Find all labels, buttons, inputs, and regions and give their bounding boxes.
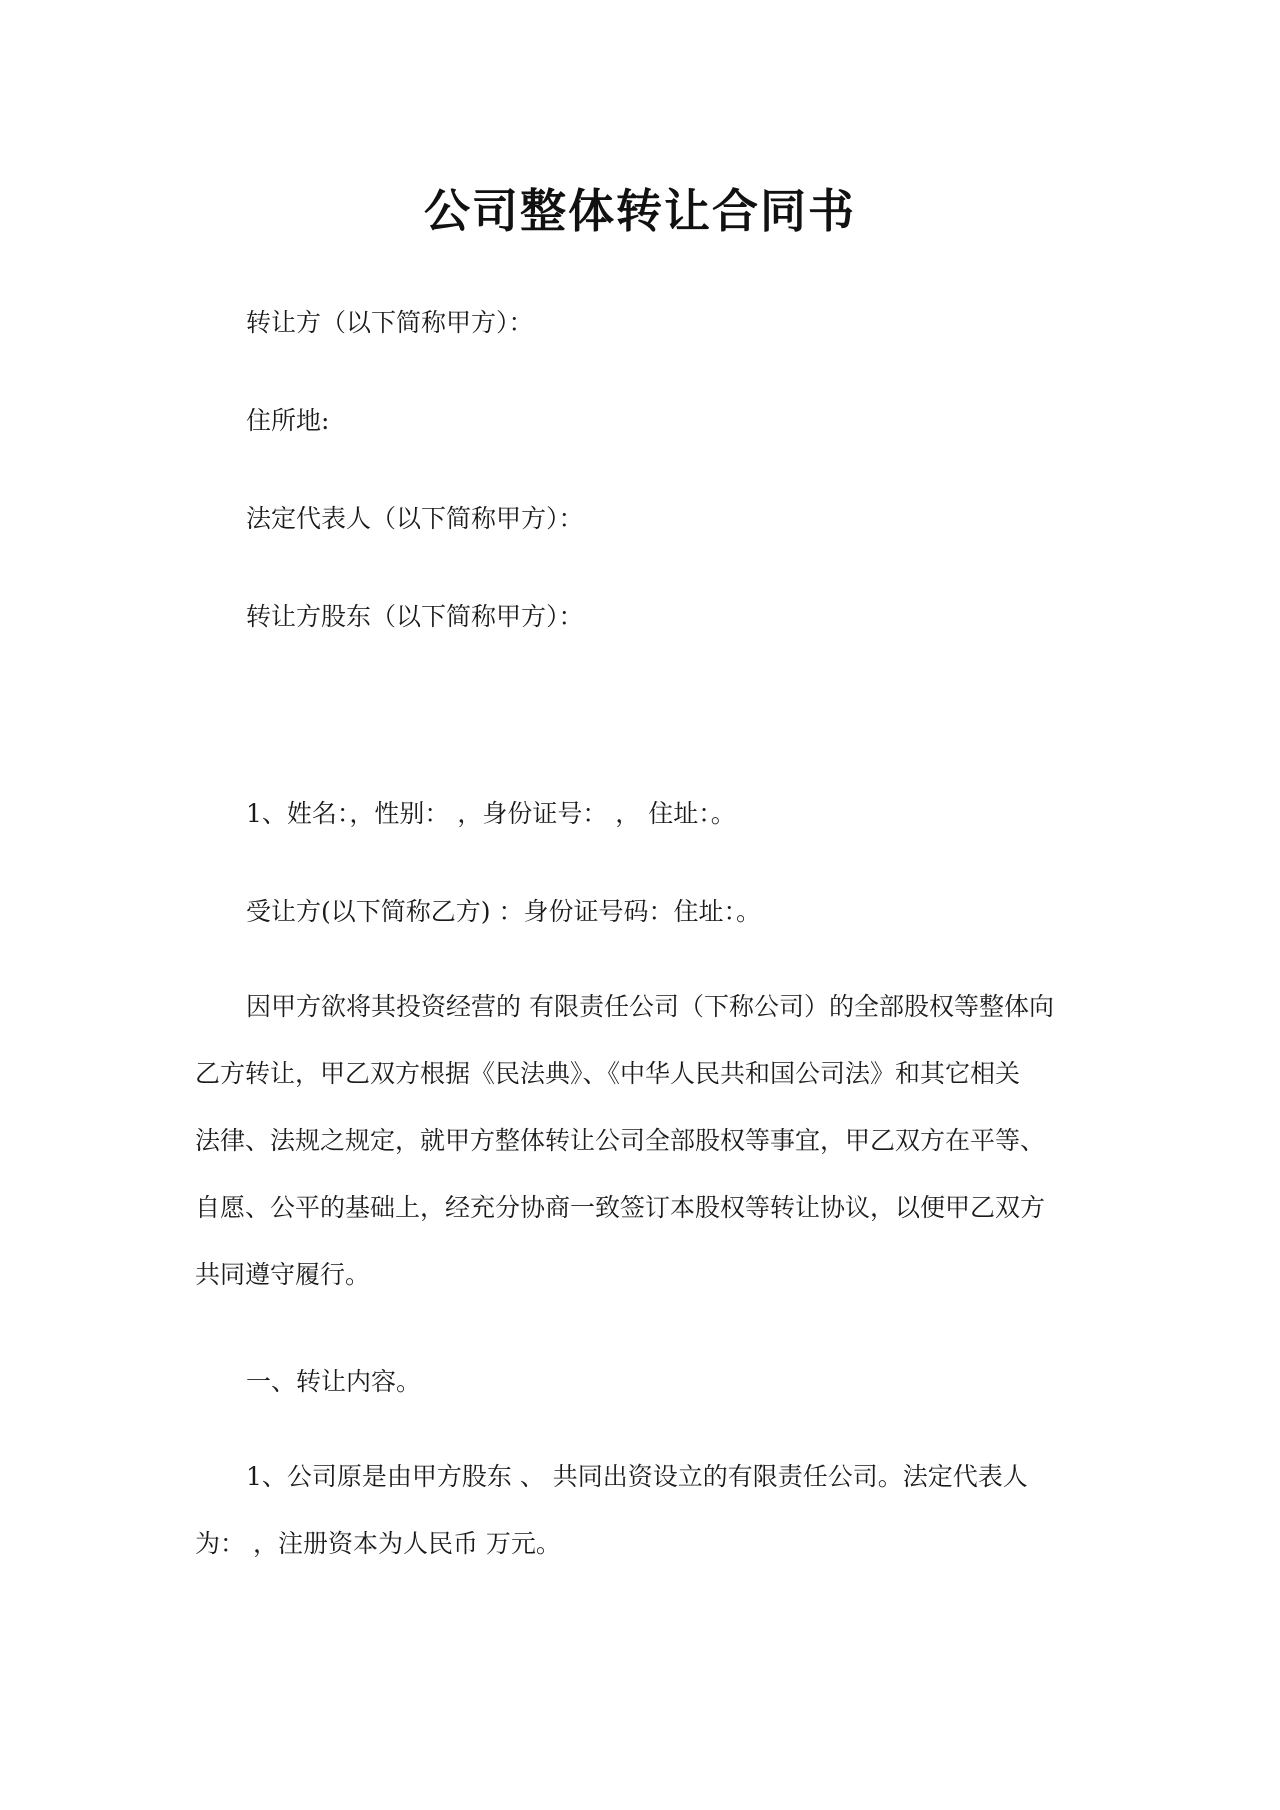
transferee-line: 受让方(以下简称乙方) ：身份证号码：住址：。 <box>246 897 761 926</box>
preamble-paragraph <box>195 973 1095 1308</box>
preamble-line: 因甲方欲将其投资经营的 有限责任公司（下称公司）的全部股权等整体向 <box>246 992 1054 1021</box>
preamble-line: 乙方转让，甲乙双方根据《民法典》、《中华人民共和国公司法》和其它相关 <box>195 1059 1021 1088</box>
transferor-shareholder-line: 转让方股东（以下简称甲方）： <box>246 602 584 631</box>
document-title: 公司整体转让合同书 <box>424 184 856 238</box>
legal-rep-line: 法定代表人（以下简称甲方）： <box>246 504 584 533</box>
clause-1-paragraph <box>195 1443 1095 1577</box>
clause-1-line: 1、公司原是由甲方股东 、 共同出资设立的有限责任公司。法定代表人 <box>246 1462 1028 1491</box>
address-line: 住所地: <box>246 406 330 435</box>
preamble-line: 自愿、公平的基础上，经充分协商一致签订本股权等转让协议，以便甲乙双方 <box>195 1193 1046 1222</box>
clause-1-line: 为： ，注册资本为人民币 万元。 <box>195 1529 561 1558</box>
transferor-line: 转让方（以下简称甲方）： <box>246 308 534 337</box>
preamble-line: 共同遵守履行。 <box>195 1260 371 1289</box>
preamble-line: 法律、法规之规定，就甲方整体转让公司全部股权等事宜，甲乙双方在平等、 <box>195 1126 1046 1155</box>
shareholder-1-line: 1、姓名：，性别： ，身份证号： ， 住址：。 <box>246 799 736 828</box>
section-1-heading: 一、转让内容。 <box>246 1367 422 1396</box>
